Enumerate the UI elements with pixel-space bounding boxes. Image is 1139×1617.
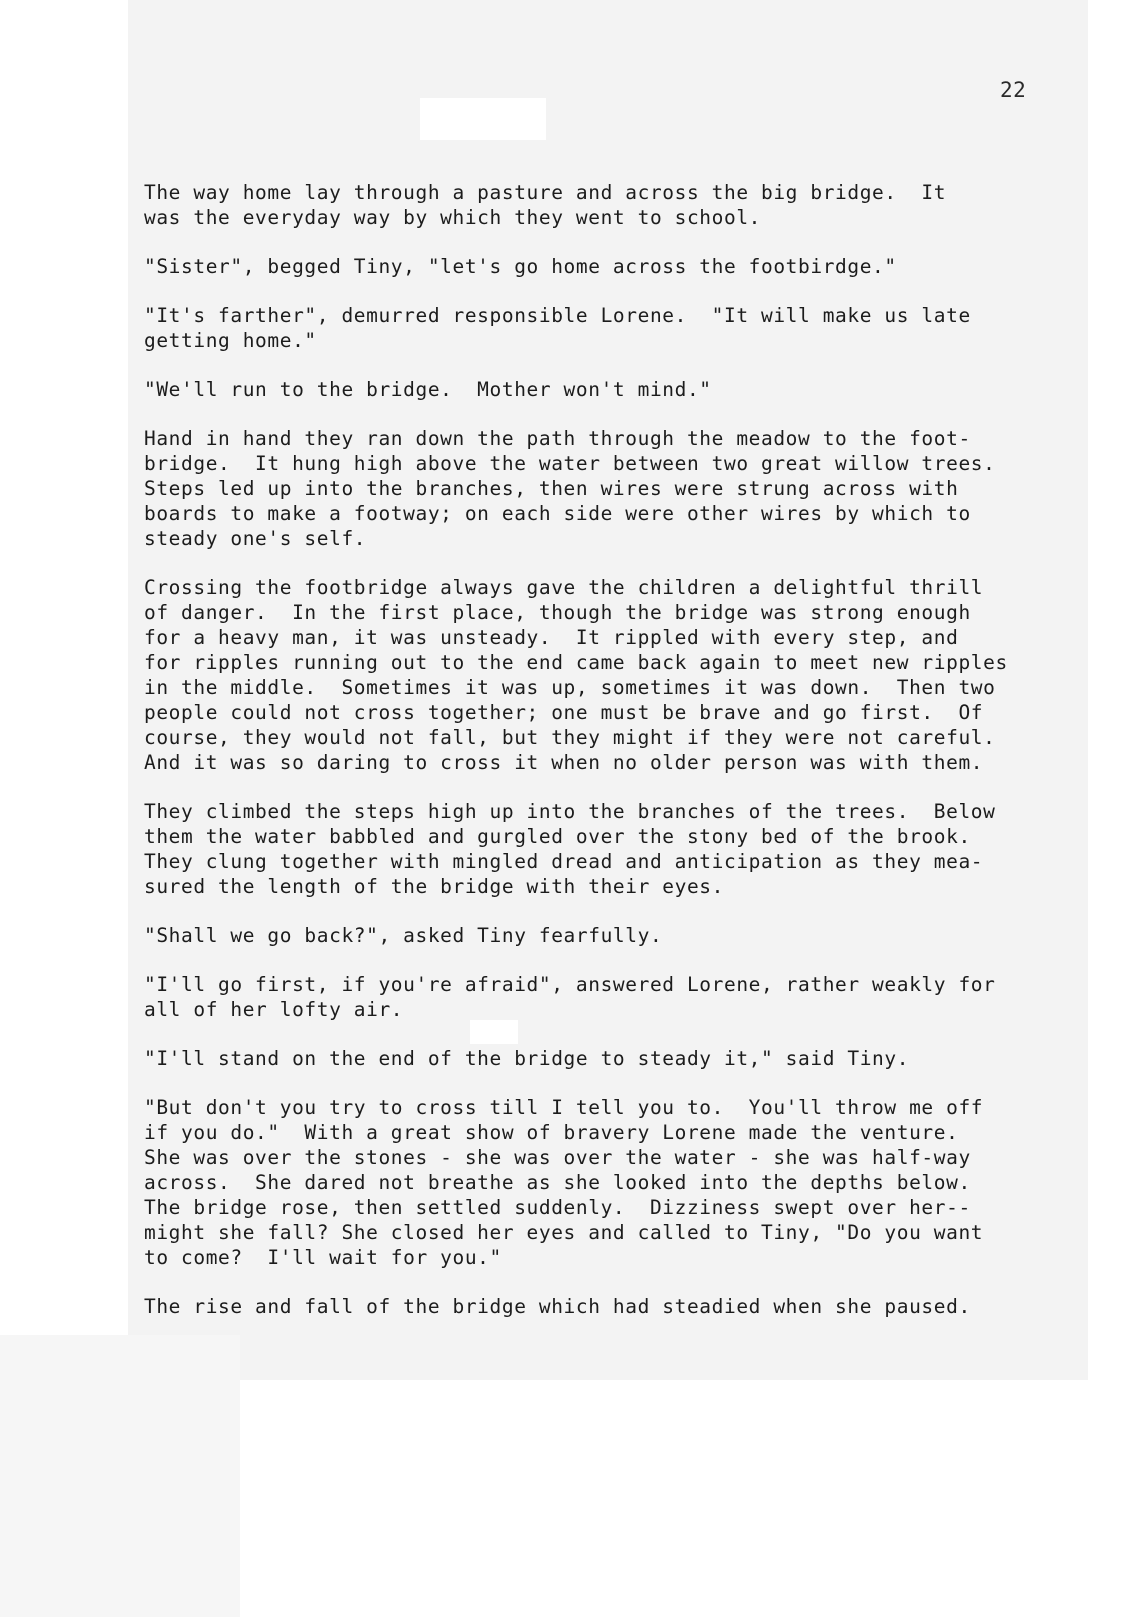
paragraph xyxy=(144,377,1044,402)
text-line: for ripples running out to the end came back again to meet new ripples xyxy=(144,651,1008,674)
text-line: all of her lofty air. xyxy=(144,998,404,1021)
text-line: if you do." With a great show of bravery Lorene made the venture. xyxy=(144,1121,959,1144)
paragraph xyxy=(144,426,1044,551)
paragraph xyxy=(144,1046,1044,1071)
text-line: They climbed the steps high up into the branches of the trees. Below xyxy=(144,800,996,823)
text-line: Hand in hand they ran down the path through the meadow to the foot- xyxy=(144,427,971,450)
text-line: them the water babbled and gurgled over the stony bed of the brook. xyxy=(144,825,971,848)
paragraph xyxy=(144,1294,1044,1319)
paragraph xyxy=(144,1095,1044,1270)
text-line: "Shall we go back?", asked Tiny fearfully. xyxy=(144,924,663,947)
text-line: across. She dared not breathe as she looked into the depths below. xyxy=(144,1171,971,1194)
text-line: "It's farther", demurred responsible Lorene. "It will make us late xyxy=(144,304,971,327)
paragraph xyxy=(144,303,1044,353)
text-line: in the middle. Sometimes it was up, sometimes it was down. Then two xyxy=(144,676,996,699)
scanned-paper-edge xyxy=(0,1335,240,1617)
text-line: "I'll go first, if you're afraid", answered Lorene, rather weakly for xyxy=(144,973,996,996)
text-line: And it was so daring to cross it when no older person was with them. xyxy=(144,751,984,774)
text-line: "But don't you try to cross till I tell you to. You'll throw me off xyxy=(144,1096,984,1119)
paragraph xyxy=(144,180,1044,230)
paragraph xyxy=(144,972,1044,1022)
paragraph xyxy=(144,923,1044,948)
text-line: of danger. In the first place, though the bridge was strong enough xyxy=(144,601,971,624)
text-line: was the everyday way by which they went to school. xyxy=(144,206,761,229)
typed-manuscript-text xyxy=(144,180,1044,1343)
paragraph xyxy=(144,799,1044,899)
redaction-patch-top xyxy=(420,98,546,140)
text-line: steady one's self. xyxy=(144,527,367,550)
text-line: getting home." xyxy=(144,329,317,352)
text-line: "We'll run to the bridge. Mother won't mind." xyxy=(144,378,712,401)
text-line: She was over the stones - she was over the water - she was half-way xyxy=(144,1146,971,1169)
text-line: "Sister", begged Tiny, "let's go home across the footbirdge." xyxy=(144,255,897,278)
page-number: 22 xyxy=(1000,78,1027,102)
text-line: course, they would not fall, but they might if they were not careful. xyxy=(144,726,996,749)
text-line: sured the length of the bridge with their eyes. xyxy=(144,875,724,898)
text-line: Crossing the footbridge always gave the children a delightful thrill xyxy=(144,576,984,599)
paragraph xyxy=(144,575,1044,775)
text-line: to come? I'll wait for you." xyxy=(144,1246,502,1269)
paragraph xyxy=(144,254,1044,279)
text-line: The way home lay through a pasture and across the big bridge. It xyxy=(144,181,947,204)
text-line: They clung together with mingled dread and anticipation as they mea- xyxy=(144,850,984,873)
text-line: The bridge rose, then settled suddenly. Dizziness swept over her-- xyxy=(144,1196,971,1219)
text-line: Steps led up into the branches, then wires were strung across with xyxy=(144,477,959,500)
text-line: boards to make a footway; on each side were other wires by which to xyxy=(144,502,971,525)
text-line: "I'll stand on the end of the bridge to steady it," said Tiny. xyxy=(144,1047,910,1070)
text-line: for a heavy man, it was unsteady. It rippled with every step, and xyxy=(144,626,959,649)
text-line: people could not cross together; one must be brave and go first. Of xyxy=(144,701,984,724)
text-line: The rise and fall of the bridge which had steadied when she paused. xyxy=(144,1295,971,1318)
text-line: bridge. It hung high above the water between two great willow trees. xyxy=(144,452,996,475)
text-line: might she fall? She closed her eyes and called to Tiny, "Do you want xyxy=(144,1221,984,1244)
